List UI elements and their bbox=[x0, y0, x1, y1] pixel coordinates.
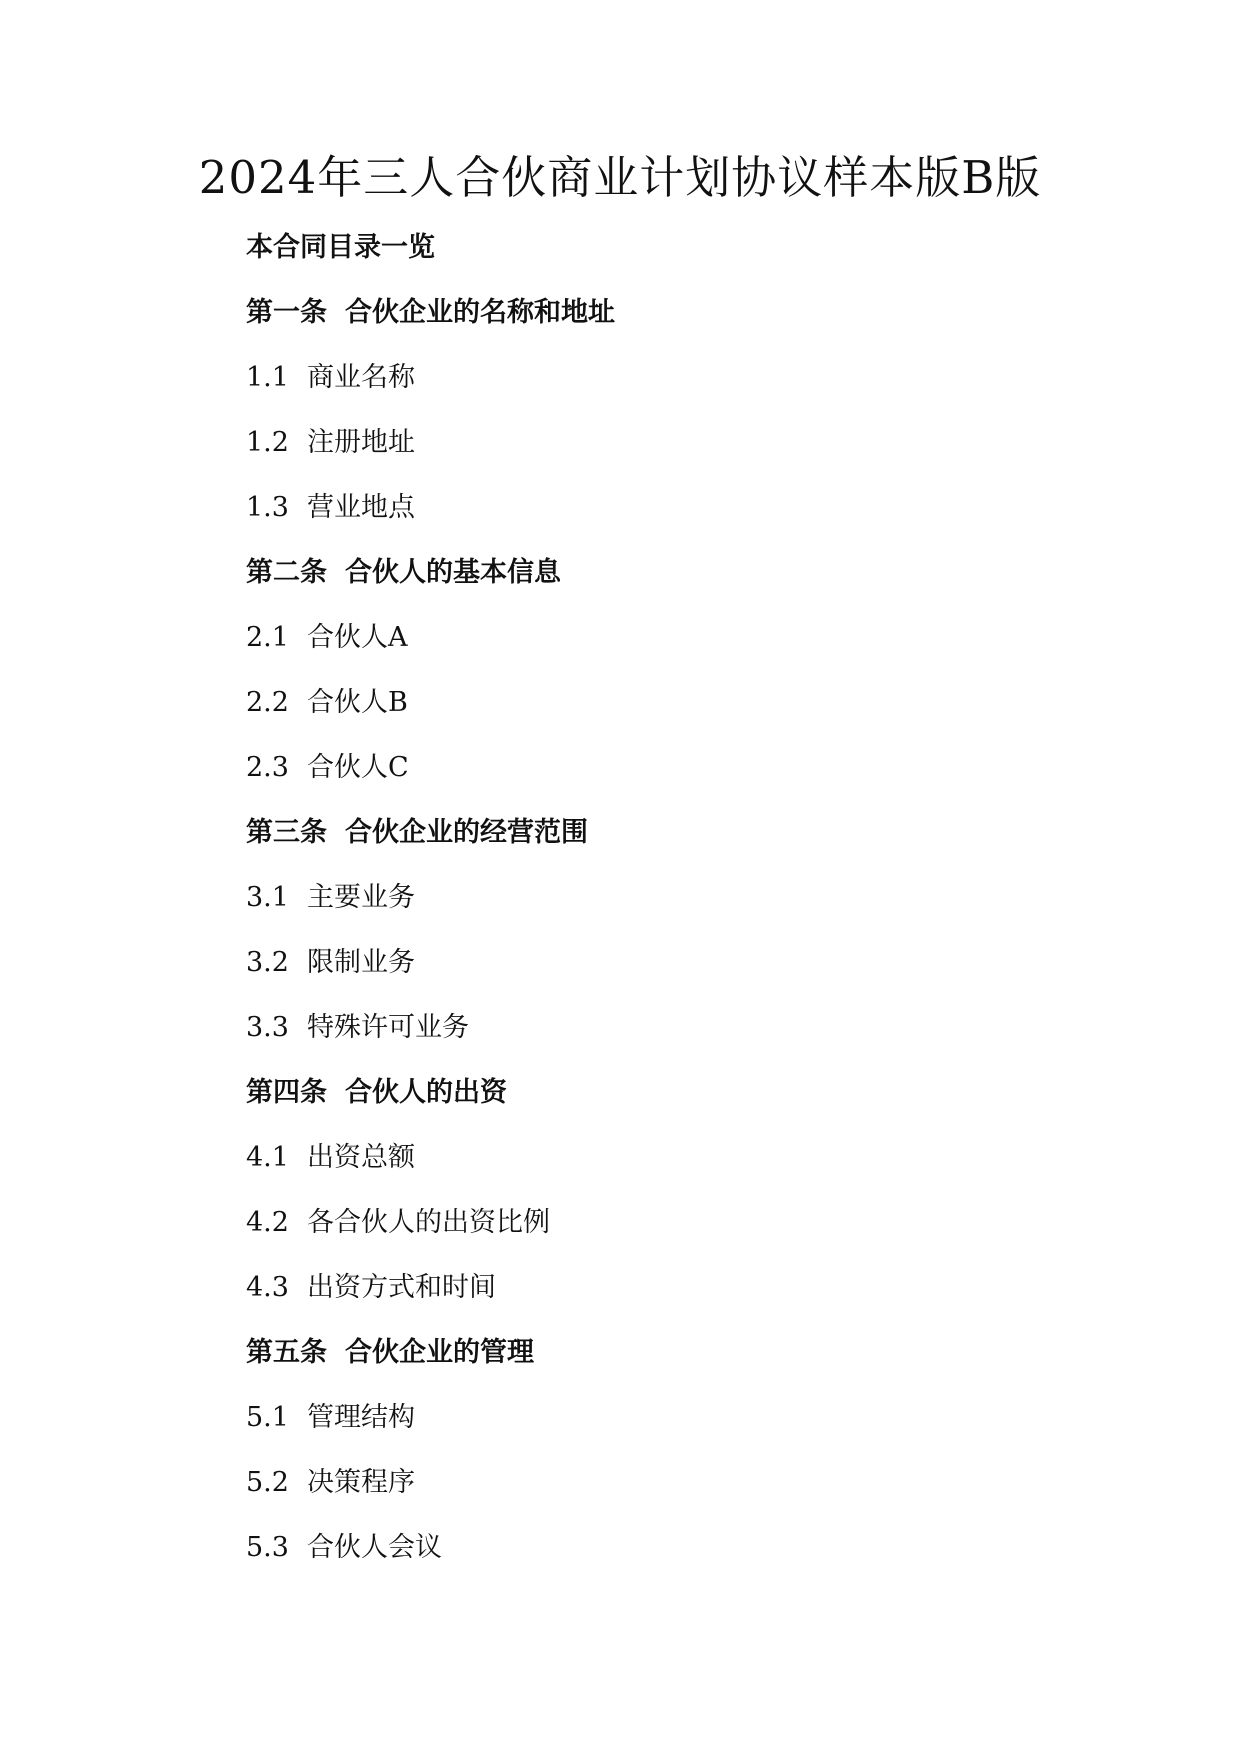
item-number: 3.2 bbox=[246, 947, 289, 978]
item-text: 出资方式和时间 bbox=[306, 1272, 496, 1303]
toc-item bbox=[246, 1392, 1146, 1457]
item-text: 营业地点 bbox=[306, 492, 415, 523]
article-heading-1 bbox=[246, 287, 1146, 352]
toc-heading: 本合同目录一览 bbox=[246, 232, 435, 263]
item-number: 1.1 bbox=[246, 362, 289, 393]
item-number: 4.3 bbox=[246, 1272, 289, 1303]
article-title: 合伙企业的管理 bbox=[345, 1337, 534, 1368]
toc-item bbox=[246, 1002, 1146, 1067]
article-number: 第四条 bbox=[246, 1077, 327, 1108]
toc-item bbox=[246, 482, 1146, 547]
item-text: 合伙人C bbox=[306, 752, 409, 783]
item-text: 合伙人会议 bbox=[306, 1532, 442, 1563]
item-text: 合伙人A bbox=[306, 622, 408, 653]
item-text: 主要业务 bbox=[306, 882, 415, 913]
item-number: 4.2 bbox=[246, 1207, 289, 1238]
item-number: 2.2 bbox=[246, 687, 289, 718]
table-of-contents bbox=[246, 222, 1146, 1587]
toc-item bbox=[246, 1132, 1146, 1197]
article-number: 第三条 bbox=[246, 817, 327, 848]
item-number: 5.2 bbox=[246, 1467, 289, 1498]
document-title: 2024年三人合伙商业计划协议样本版B版 bbox=[198, 151, 1042, 204]
toc-item bbox=[246, 352, 1146, 417]
article-heading-3 bbox=[246, 807, 1146, 872]
item-number: 1.2 bbox=[246, 427, 289, 458]
article-title: 合伙人的出资 bbox=[345, 1077, 507, 1108]
toc-item bbox=[246, 612, 1146, 677]
toc-item bbox=[246, 677, 1146, 742]
toc-item bbox=[246, 417, 1146, 482]
item-text: 限制业务 bbox=[306, 947, 415, 978]
toc-item bbox=[246, 742, 1146, 807]
toc-item bbox=[246, 872, 1146, 937]
toc-item bbox=[246, 1197, 1146, 1262]
item-number: 5.1 bbox=[246, 1402, 289, 1433]
item-text: 商业名称 bbox=[306, 362, 415, 393]
item-text: 注册地址 bbox=[306, 427, 415, 458]
item-number: 5.3 bbox=[246, 1532, 289, 1563]
item-text: 决策程序 bbox=[306, 1467, 415, 1498]
article-heading-4 bbox=[246, 1067, 1146, 1132]
item-text: 出资总额 bbox=[306, 1142, 415, 1173]
article-number: 第五条 bbox=[246, 1337, 327, 1368]
toc-item bbox=[246, 1522, 1146, 1587]
item-text: 管理结构 bbox=[306, 1402, 415, 1433]
item-text: 合伙人B bbox=[306, 687, 408, 718]
item-number: 2.1 bbox=[246, 622, 289, 653]
article-title: 合伙人的基本信息 bbox=[345, 557, 561, 588]
item-number: 4.1 bbox=[246, 1142, 289, 1173]
toc-item bbox=[246, 1262, 1146, 1327]
item-number: 3.1 bbox=[246, 882, 289, 913]
article-title: 合伙企业的名称和地址 bbox=[345, 297, 615, 328]
item-number: 2.3 bbox=[246, 752, 289, 783]
article-heading-5 bbox=[246, 1327, 1146, 1392]
toc-item bbox=[246, 1457, 1146, 1522]
toc-item bbox=[246, 937, 1146, 1002]
item-text: 特殊许可业务 bbox=[306, 1012, 469, 1043]
article-number: 第一条 bbox=[246, 297, 327, 328]
item-number: 1.3 bbox=[246, 492, 289, 523]
item-text: 各合伙人的出资比例 bbox=[306, 1207, 550, 1238]
item-number: 3.3 bbox=[246, 1012, 289, 1043]
article-heading-2 bbox=[246, 547, 1146, 612]
article-number: 第二条 bbox=[246, 557, 327, 588]
article-title: 合伙企业的经营范围 bbox=[345, 817, 588, 848]
